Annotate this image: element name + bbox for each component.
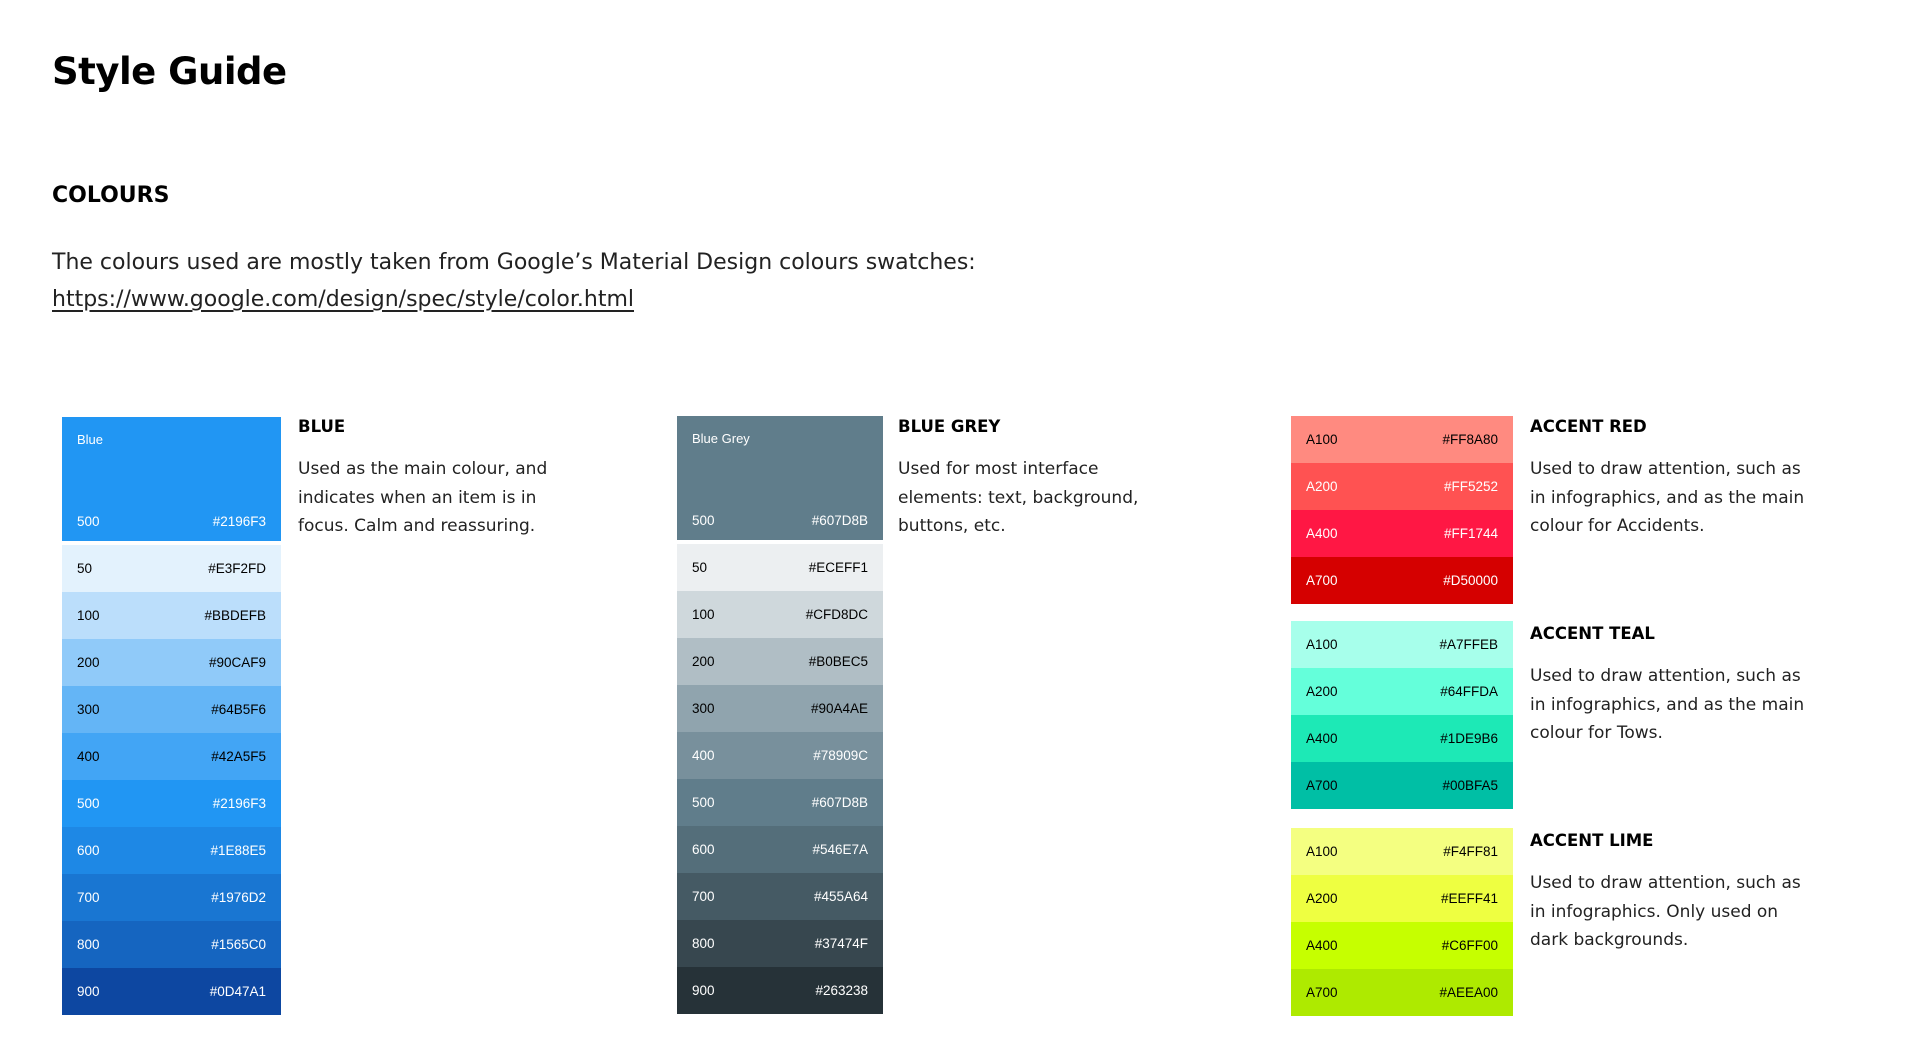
swatch-hex: #64B5F6	[211, 702, 266, 717]
swatch-shade: A400	[1306, 938, 1338, 953]
swatch-shade: 700	[692, 889, 715, 904]
palette-accent-red	[1291, 416, 1513, 604]
swatch-row	[62, 921, 281, 968]
swatch-row	[677, 638, 883, 685]
swatch-hex: #B0BEC5	[808, 654, 868, 669]
swatch-hex: #D50000	[1443, 573, 1498, 588]
swatch-shade: A400	[1306, 526, 1338, 541]
palette-title: BLUE	[298, 417, 346, 436]
swatch-hex: #FF5252	[1443, 479, 1498, 494]
palette-title: BLUE GREY	[898, 417, 1001, 436]
swatch-shade: 700	[77, 890, 100, 905]
swatch-row	[62, 874, 281, 921]
palette-name: Blue Grey	[692, 431, 750, 446]
swatch-shade: 300	[692, 701, 715, 716]
swatch-row	[677, 732, 883, 779]
palette-accent-teal	[1291, 621, 1513, 809]
swatch-hex: #607D8B	[811, 795, 868, 810]
palette-accent-lime	[1291, 828, 1513, 1016]
swatch-shade: A100	[1306, 432, 1338, 447]
swatch-shade: A200	[1306, 684, 1338, 699]
swatch-primary-blue	[62, 417, 281, 541]
swatch-shade: A700	[1306, 573, 1338, 588]
swatch-row	[62, 733, 281, 780]
swatch-hex: #FF8A80	[1442, 432, 1498, 447]
swatch-shade: A700	[1306, 985, 1338, 1000]
swatch-row	[1291, 875, 1513, 922]
swatch-shade: 400	[692, 748, 715, 763]
palette-name: Blue	[77, 432, 104, 447]
palette-description: Used as the main colour, and indicates when an item is in focus. Calm and reassuring.	[298, 459, 548, 536]
swatch-row	[62, 592, 281, 639]
palette-title: ACCENT RED	[1530, 417, 1647, 436]
swatch-shade: 500	[692, 513, 715, 528]
palette-description: Used for most interface elements: text, background, buttons, etc.	[898, 459, 1139, 536]
swatch-shade: 600	[77, 843, 100, 858]
swatch-hex: #ECEFF1	[808, 560, 868, 575]
swatch-row	[1291, 922, 1513, 969]
swatch-shade: A200	[1306, 479, 1338, 494]
swatch-hex: #1DE9B6	[1440, 731, 1498, 746]
swatch-shade: 600	[692, 842, 715, 857]
palette-title: ACCENT TEAL	[1530, 624, 1655, 643]
swatch-hex: #A7FFEB	[1439, 637, 1498, 652]
swatch-shade: 500	[77, 514, 100, 529]
description-blue-grey	[898, 417, 1148, 541]
description-blue	[298, 417, 563, 541]
swatch-hex: #42A5F5	[211, 749, 266, 764]
swatch-row	[1291, 828, 1513, 875]
swatch-shade: 100	[692, 607, 715, 622]
swatch-hex: #0D47A1	[209, 984, 266, 999]
swatch-hex: #78909C	[813, 748, 868, 763]
swatch-row	[62, 639, 281, 686]
swatch-shade: A100	[1306, 844, 1338, 859]
swatch-shade: 50	[692, 560, 708, 575]
swatch-hex: #EEFF41	[1440, 891, 1498, 906]
swatch-row	[677, 826, 883, 873]
swatch-hex: #90A4AE	[810, 701, 868, 716]
swatch-hex: #1E88E5	[210, 843, 266, 858]
swatch-shade: 900	[77, 984, 100, 999]
description-accent-teal	[1530, 624, 1805, 748]
swatch-shade: 500	[77, 796, 100, 811]
swatch-hex: #1976D2	[211, 890, 266, 905]
swatch-row	[62, 545, 281, 592]
swatch-row	[1291, 463, 1513, 510]
swatch-row	[1291, 621, 1513, 668]
swatch-hex: #FF1744	[1443, 526, 1498, 541]
swatch-shade: A700	[1306, 778, 1338, 793]
swatch-hex: #00BFA5	[1442, 778, 1498, 793]
swatch-row	[1291, 715, 1513, 762]
swatch-row	[1291, 762, 1513, 809]
swatch-shade: 200	[692, 654, 715, 669]
swatch-row	[677, 779, 883, 826]
swatch-shade: 200	[77, 655, 100, 670]
palette-description: Used to draw attention, such as in infographics, and as the main colour for Accidents.	[1530, 459, 1805, 536]
swatch-hex: #64FFDA	[1440, 684, 1498, 699]
swatch-row	[677, 544, 883, 591]
swatch-row	[62, 827, 281, 874]
swatch-primary-blue-grey	[677, 416, 883, 540]
swatch-hex: #C6FF00	[1441, 938, 1498, 953]
swatch-row	[677, 873, 883, 920]
swatch-row	[1291, 557, 1513, 604]
description-accent-red	[1530, 417, 1805, 541]
swatch-row	[1291, 416, 1513, 463]
swatch-shade: 900	[692, 983, 715, 998]
palette-description: Used to draw attention, such as in infographics. Only used on dark backgrounds.	[1530, 873, 1801, 950]
section-heading-colours: COLOURS	[52, 183, 170, 208]
page-title: Style Guide	[52, 50, 287, 93]
swatch-hex: #37474F	[814, 936, 868, 951]
swatch-row	[62, 780, 281, 827]
swatch-row	[1291, 668, 1513, 715]
swatch-row	[1291, 510, 1513, 557]
palette-title: ACCENT LIME	[1530, 831, 1654, 850]
material-design-link[interactable]: https://www.google.com/design/spec/style/color.html	[52, 287, 634, 312]
swatch-hex: #263238	[815, 983, 868, 998]
swatch-hex: #607D8B	[811, 513, 868, 528]
swatch-hex: #BBDEFB	[204, 608, 266, 623]
swatch-shade: 800	[692, 936, 715, 951]
swatch-hex: #F4FF81	[1443, 844, 1498, 859]
swatch-shade: 100	[77, 608, 100, 623]
swatch-shade: 500	[692, 795, 715, 810]
swatch-hex: #2196F3	[212, 796, 266, 811]
swatch-hex: #90CAF9	[208, 655, 266, 670]
swatch-shade: 400	[77, 749, 100, 764]
swatch-row	[1291, 969, 1513, 1016]
swatch-hex: #455A64	[813, 889, 868, 904]
palette-blue	[62, 417, 281, 1015]
swatch-shade: 300	[77, 702, 100, 717]
swatch-hex: #546E7A	[812, 842, 868, 857]
palette-description: Used to draw attention, such as in infographics, and as the main colour for Tows.	[1530, 666, 1805, 743]
swatch-row	[677, 685, 883, 732]
description-accent-lime	[1530, 831, 1805, 955]
swatch-row	[677, 967, 883, 1014]
colours-intro	[52, 244, 976, 318]
swatch-row	[677, 920, 883, 967]
intro-text: The colours used are mostly taken from Google’s Material Design colours swatches:	[52, 250, 976, 275]
swatch-hex: #E3F2FD	[208, 561, 266, 576]
swatch-hex: #AEEA00	[1439, 985, 1498, 1000]
swatch-row	[62, 686, 281, 733]
swatch-hex: #1565C0	[211, 937, 266, 952]
swatch-hex: #2196F3	[212, 514, 266, 529]
swatch-shade: 800	[77, 937, 100, 952]
swatch-hex: #CFD8DC	[805, 607, 868, 622]
swatch-shade: 50	[77, 561, 93, 576]
swatch-shade: A100	[1306, 637, 1338, 652]
swatch-row	[677, 591, 883, 638]
swatch-shade: A200	[1306, 891, 1338, 906]
swatch-row	[62, 968, 281, 1015]
swatch-shade: A400	[1306, 731, 1338, 746]
palette-blue-grey	[677, 416, 883, 1014]
